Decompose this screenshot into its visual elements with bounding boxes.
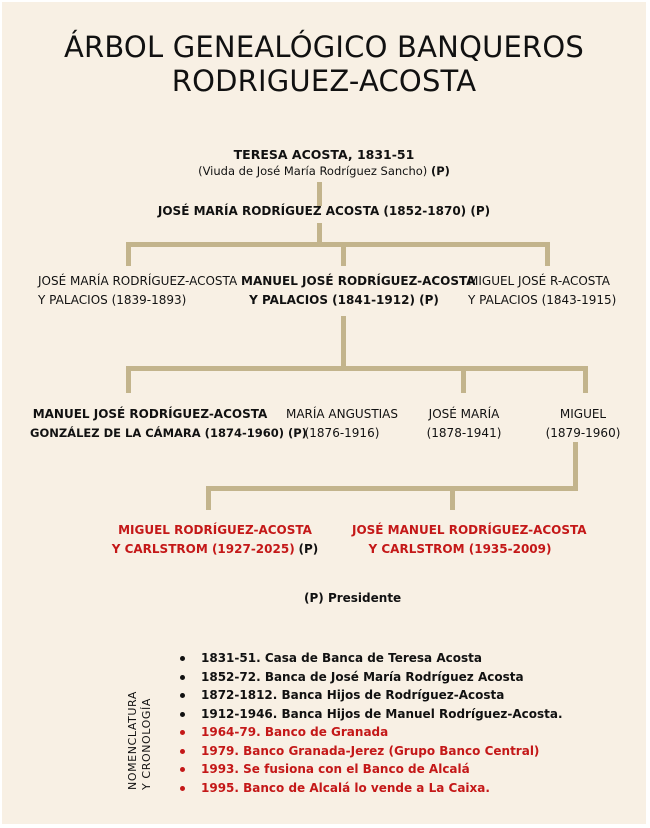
connector-miguel-down bbox=[573, 442, 578, 490]
bullet-icon bbox=[180, 712, 185, 717]
grandchild-1-line2: GONZÁLEZ DE LA CÁMARA (1874-1960) (P) bbox=[30, 426, 307, 440]
legend-presidente: (P) Presidente bbox=[304, 591, 402, 605]
connector-manuel-down bbox=[341, 316, 346, 370]
connector-child3-drop bbox=[545, 242, 550, 266]
ggc-1-line2: Y CARLSTROM (1927-2025) bbox=[111, 542, 295, 556]
node-grandchild-1 bbox=[30, 405, 307, 443]
node-child-2 bbox=[241, 272, 476, 310]
node-teresa bbox=[2, 145, 646, 179]
connector-gc1-drop bbox=[126, 366, 131, 393]
node-great-grandchild-2 bbox=[352, 521, 587, 559]
grandchild-1-line1: MANUEL JOSÉ RODRÍGUEZ-ACOSTA bbox=[32, 407, 268, 421]
chronology-item-text: 1964-79. Banco de Granada bbox=[201, 725, 389, 739]
bullet-icon bbox=[180, 767, 185, 772]
ggc-1-line2-wrap bbox=[110, 540, 320, 559]
node-child-1 bbox=[38, 272, 238, 310]
child-1-line1: JOSÉ MARÍA RODRÍGUEZ-ACOSTA bbox=[38, 274, 238, 288]
child-2-line2: Y PALACIOS (1841-1912) (P) bbox=[249, 293, 439, 307]
chronology-list bbox=[180, 649, 563, 797]
child-3-line2: Y PALACIOS (1843-1915) bbox=[468, 293, 617, 307]
bullet-icon bbox=[180, 730, 185, 735]
teresa-note-line bbox=[2, 164, 646, 179]
connector-ggc1-drop bbox=[206, 486, 211, 510]
chronology-item bbox=[180, 649, 563, 668]
chronology-item-text: 1993. Se fusiona con el Banco de Alcalá bbox=[201, 762, 470, 776]
grandchild-4-line1: MIGUEL bbox=[559, 407, 607, 421]
connector-gen3-horizontal bbox=[126, 366, 588, 371]
connector-gen4-horizontal bbox=[206, 486, 578, 491]
chronology-item bbox=[180, 705, 563, 724]
connector-gc3-drop bbox=[461, 366, 466, 393]
genealogy-canvas bbox=[2, 2, 646, 824]
chronology-item-text: 1912-1946. Banca Hijos de Manuel Rodríguez-Acosta. bbox=[201, 706, 563, 721]
child-3-line1: MIGUEL JOSÉ R-ACOSTA bbox=[468, 274, 611, 288]
node-jose-maria: JOSÉ MARÍA RODRÍGUEZ ACOSTA (1852-1870) (P) bbox=[157, 204, 491, 218]
connector-child1-drop bbox=[126, 242, 131, 266]
page-title-line2: RODRIGUEZ-ACOSTA bbox=[171, 64, 477, 98]
chronology-item bbox=[180, 668, 563, 687]
connector-josemaria-down bbox=[317, 223, 322, 244]
bullet-icon bbox=[180, 656, 185, 661]
grandchild-4-line2: (1879-1960) bbox=[545, 426, 621, 440]
chronology-item-text: 1995. Banco de Alcalá lo vende a La Caixa. bbox=[201, 780, 490, 795]
chronology-item-text: 1831-51. Casa de Banca de Teresa Acosta bbox=[201, 651, 482, 665]
chronology-item-text: 1979. Banco Granada-Jerez (Grupo Banco Central) bbox=[201, 743, 540, 758]
grandchild-3-line1: JOSÉ MARÍA bbox=[428, 407, 500, 421]
child-1-line2: Y PALACIOS (1839-1893) bbox=[38, 293, 187, 307]
node-grandchild-4 bbox=[536, 405, 630, 443]
ggc-2-line2: Y CARLSTROM (1935-2009) bbox=[368, 542, 552, 556]
connector-ggc2-drop bbox=[450, 486, 455, 510]
chronology-item bbox=[180, 760, 563, 779]
page-title-line1: ÁRBOL GENEALÓGICO BANQUEROS bbox=[63, 30, 585, 64]
grandchild-3-line2: (1878-1941) bbox=[426, 426, 502, 440]
chronology-item bbox=[180, 723, 563, 742]
grandchild-2-line1: MARÍA ANGUSTIAS bbox=[285, 407, 399, 421]
teresa-note: (Viuda de José María Rodríguez Sancho) bbox=[198, 164, 428, 178]
chronology-item-text: 1872-1812. Banca Hijos de Rodríguez-Acosta bbox=[201, 688, 505, 702]
ggc-2-line1: JOSÉ MANUEL RODRÍGUEZ-ACOSTA bbox=[352, 523, 587, 537]
chronology-label-line1: NOMENCLATURA bbox=[126, 691, 139, 790]
ggc-1-line1: MIGUEL RODRÍGUEZ-ACOSTA bbox=[118, 523, 312, 537]
connector-gen2-horizontal bbox=[126, 242, 550, 247]
chronology-label-line2: Y CRONOLOGÍA bbox=[140, 698, 153, 790]
node-child-3 bbox=[468, 272, 617, 310]
teresa-mark: (P) bbox=[430, 164, 450, 178]
bullet-icon bbox=[180, 675, 185, 680]
chronology-item bbox=[180, 779, 563, 798]
bullet-icon bbox=[180, 786, 185, 791]
chronology-item bbox=[180, 686, 563, 705]
node-grandchild-2 bbox=[282, 405, 402, 443]
node-grandchild-3 bbox=[416, 405, 512, 443]
ggc-1-mark: (P) bbox=[298, 542, 319, 556]
connector-child2-drop bbox=[341, 242, 346, 266]
chronology-vertical-label bbox=[126, 691, 154, 790]
grandchild-2-line2: (1876-1916) bbox=[304, 426, 380, 440]
child-2-line1: MANUEL JOSÉ RODRÍGUEZ-ACOSTA bbox=[241, 274, 476, 288]
teresa-name: TERESA ACOSTA, 1831-51 bbox=[233, 147, 415, 162]
bullet-icon bbox=[180, 749, 185, 754]
chronology-item-text: 1852-72. Banca de José María Rodríguez Acosta bbox=[201, 669, 524, 684]
chronology-item bbox=[180, 742, 563, 761]
connector-gc4-drop bbox=[583, 366, 588, 393]
node-great-grandchild-1 bbox=[110, 521, 320, 559]
bullet-icon bbox=[180, 693, 185, 698]
